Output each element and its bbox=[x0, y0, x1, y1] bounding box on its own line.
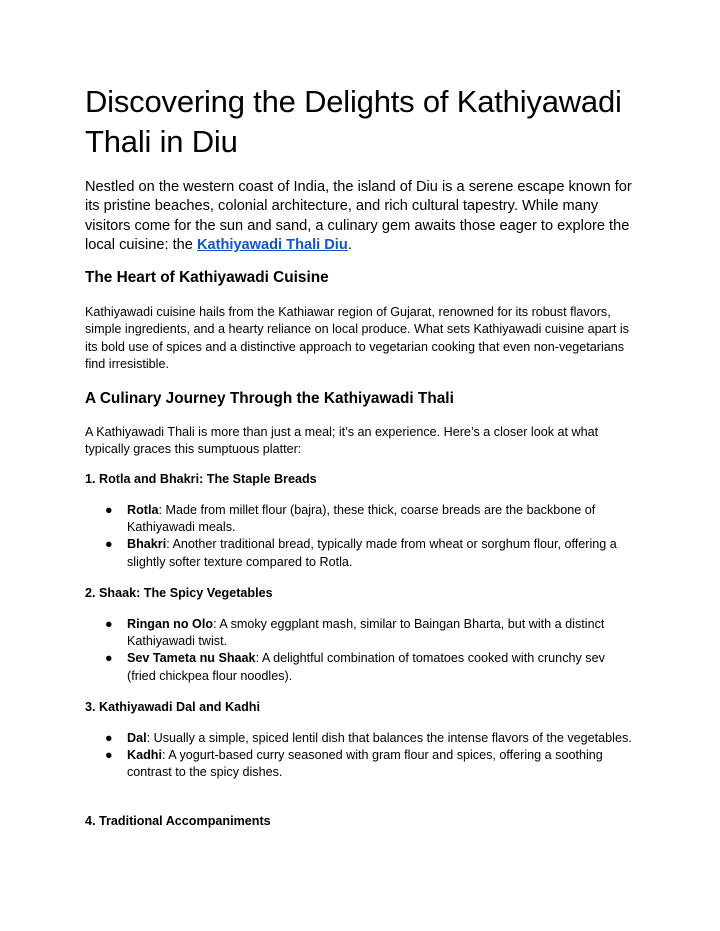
item-desc: : Usually a simple, spiced lentil dish that balances the intense flavors of the vegetables. bbox=[146, 731, 632, 745]
subsection-heading-accompaniments: 4. Traditional Accompaniments bbox=[85, 814, 271, 828]
section-paragraph-journey: A Kathiyawadi Thali is more than just a meal; it’s an experience. Here’s a closer look at what typically graces this sumptuous platter: bbox=[85, 425, 599, 457]
intro-text: Nestled on the western coast of India, the island of Diu is a serene escape known for its pristine beaches, colonial architecture, and rich cultural tapestry. While many visitors come for the sun and sand, a culinary gem awaits those eager to explore the local cuisine: the bbox=[85, 179, 632, 254]
section-heading-journey: A Culinary Journey Through the Kathiyawadi Thali bbox=[85, 390, 454, 407]
bullet-icon: ● bbox=[105, 748, 113, 763]
list-shaak bbox=[85, 616, 637, 685]
subsection-heading-dal-kadhi: 3. Kathiyawadi Dal and Kadhi bbox=[85, 700, 260, 714]
list-item bbox=[85, 747, 637, 781]
list-breads bbox=[85, 502, 637, 571]
item-term: Rotla bbox=[127, 503, 159, 517]
item-desc: : A yogurt-based curry seasoned with gram flour and spices, offering a soothing contrast to the spicy dishes. bbox=[127, 748, 603, 780]
item-desc: : Made from millet flour (bajra), these thick, coarse breads are the backbone of Kathiyawadi meals. bbox=[127, 503, 596, 535]
page-title: Discovering the Delights of Kathiyawadi Thali in Diu bbox=[85, 84, 622, 159]
section-heading-heart: The Heart of Kathiyawadi Cuisine bbox=[85, 269, 329, 286]
item-term: Dal bbox=[127, 731, 147, 745]
item-desc: : Another traditional bread, typically made from wheat or sorghum flour, offering a slightly softer texture compared to Rotla. bbox=[127, 537, 617, 569]
item-desc: : A smoky eggplant mash, similar to Baingan Bharta, but with a distinct Kathiyawadi twist. bbox=[127, 617, 605, 649]
bullet-icon: ● bbox=[105, 617, 113, 631]
bullet-icon: ● bbox=[105, 651, 113, 666]
list-item bbox=[85, 502, 637, 536]
item-term: Sev Tameta nu Shaak bbox=[127, 651, 256, 666]
list-item bbox=[85, 536, 637, 570]
bullet-icon: ● bbox=[105, 503, 113, 517]
item-desc: : A delightful combination of tomatoes cooked with crunchy sev (fried chickpea flour noodles). bbox=[127, 651, 605, 683]
item-term: Ringan no Olo bbox=[127, 617, 214, 631]
section-paragraph-heart: Kathiyawadi cuisine hails from the Kathiawar region of Gujarat, renowned for its robust flavors, simple ingredients, and a hearty reliance on local produce. What sets Kathiyawadi cuisine apart is its bold use of spices and a distinctive approach to vegetarian cooking that even non-vegetarians find irresistible. bbox=[85, 305, 629, 372]
intro-text-end: . bbox=[347, 237, 352, 254]
subsection-heading-breads: 1. Rotla and Bhakri: The Staple Breads bbox=[85, 472, 317, 486]
kathiyawadi-thali-diu-link[interactable]: Kathiyawadi Thali Diu bbox=[196, 237, 348, 254]
bullet-icon: ● bbox=[105, 731, 113, 745]
item-term: Bhakri bbox=[127, 537, 167, 552]
list-item bbox=[85, 650, 637, 684]
bullet-icon: ● bbox=[105, 537, 113, 552]
item-term: Kadhi bbox=[127, 748, 162, 763]
list-item bbox=[85, 730, 637, 747]
list-dal-kadhi bbox=[85, 730, 637, 782]
subsection-heading-shaak: 2. Shaak: The Spicy Vegetables bbox=[85, 586, 273, 600]
list-item bbox=[85, 616, 637, 650]
intro-paragraph bbox=[85, 178, 637, 256]
